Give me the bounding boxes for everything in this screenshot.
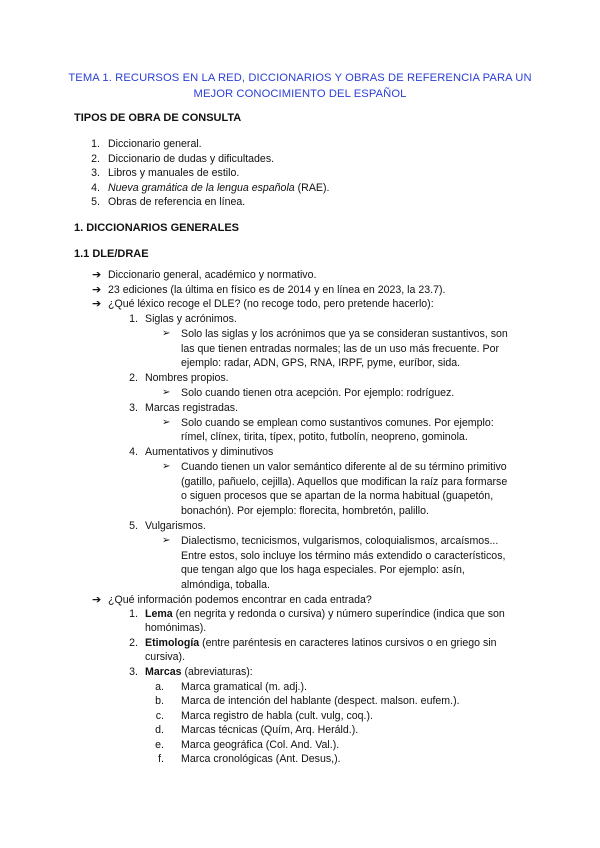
list-item: Diccionario general. [108,138,202,150]
book-title: Nueva gramática de la lengua española [108,182,295,194]
title-line: TEMA 1. RECURSOS EN LA RED, DICCIONARIOS Y OBRAS DE REFERENCIA PARA UN [68,72,532,84]
list-number: 2. [129,372,138,384]
list-number: 1. [91,138,100,150]
title-line: MEJOR CONOCIMIENTO DEL ESPAÑOL [193,88,407,100]
list-item: Marca de intención del hablante (despect. malson. eufem.). [181,695,460,707]
list-item: Marca cronológicas (Ant. Desus,). [181,753,341,765]
list-number: 3. [129,402,138,414]
sub-text-line: Solo cuando tienen otra acepción. Por ejemplo: rodríguez. [181,387,455,399]
arrow-bullet-icon: ➔ [92,284,102,296]
sub-text-line: almóndiga, toballa. [181,579,270,591]
term-bold: Etimología [145,637,200,649]
sub-text-line: o siguen procesos que se apartan de la norma habitual (guapetón, [181,490,494,502]
document-title [60,70,540,102]
sub-text-line: (gatillo, pañuelo, cejilla). Aquellos que modifican la raíz para formarse [181,476,508,488]
term-bold: Lema [145,608,173,620]
list-letter: a. [155,681,164,693]
sub-text-line: bonachón). Por ejemplo: florecita, hombretón, palillo. [181,505,429,517]
arrowhead-bullet-icon: ➢ [162,328,171,339]
list-item: Marca geográfica (Col. And. Val.). [181,739,340,751]
list-number: 5. [129,520,138,532]
list-item: Libros y manuales de estilo. [108,167,240,179]
list-item: Marca gramatical (m. adj.). [181,681,307,693]
term-desc: (entre paréntesis en caracteres latinos cursivos o en griego sin [199,637,497,649]
list-item: Obras de referencia en línea. [108,196,246,208]
arrowhead-bullet-icon: ➢ [162,461,171,472]
list-item: Nombres propios. [145,372,229,384]
list-letter: b. [155,695,164,707]
sub-text-line: las que tienen entradas normales; las de un uso más frecuente. Por [181,343,499,355]
arrow-bullet-icon: ➔ [92,594,102,606]
sub-text-line: Entre estos, solo incluye los término más extendido o característicos, [181,550,506,562]
list-item [108,182,329,194]
list-number: 2. [91,153,100,165]
heading-dle: 1.1 DLE/DRAE [74,248,149,260]
term-desc: (en negrita y redonda o cursiva) y número superíndice (indica que son [172,608,505,620]
list-number: 2. [129,637,138,649]
sub-text-line: rímel, clínex, tirita, típex, potito, futbolín, neopreno, gominola. [181,431,468,443]
list-item: Marcas registradas. [145,402,239,414]
list-number: 3. [129,666,138,678]
term-desc: (abreviaturas): [181,666,253,678]
list-item-cont: cursiva). [145,651,186,663]
sub-text-line: Cuando tienen un valor semántico diferente al de su término primitivo [181,461,507,473]
arrowhead-bullet-icon: ➢ [162,535,171,546]
bullet-text: ¿Qué léxico recoge el DLE? (no recoge todo, pero pretende hacerlo): [108,298,434,310]
sub-text-line: Solo cuando se emplean como sustantivos comunes. Por ejemplo: [181,417,494,429]
list-item [145,666,253,678]
sub-text-line: Dialectismo, tecnicismos, vulgarismos, coloquialismos, arcaísmos... [181,535,499,547]
arrow-bullet-icon: ➔ [92,298,102,310]
list-number: 1. [129,313,138,325]
list-letter: e. [155,739,164,751]
list-number: 3. [91,167,100,179]
bullet-text: Diccionario general, académico y normativo. [108,269,317,281]
list-number: 4. [91,182,100,194]
list-item: Siglas y acrónimos. [145,313,237,325]
list-item: Aumentativos y diminutivos [145,446,274,458]
term-bold: Marcas [145,666,182,678]
list-letter: f. [158,753,164,765]
bullet-text: ¿Qué información podemos encontrar en cada entrada? [108,594,372,606]
sub-text-line: Solo las siglas y los acrónimos que ya se consideran sustantivos, son [181,328,508,340]
list-item [145,637,497,649]
bullet-text: 23 ediciones (la última en físico es de 2014 y en línea en 2023, la 23.7). [108,284,446,296]
list-item: Vulgarismos. [145,520,206,532]
list-item-text: (RAE). [294,182,330,194]
list-item: Marcas técnicas (Quím, Arq. Heráld.). [181,724,359,736]
list-letter: c. [155,710,164,722]
list-item: Marca registro de habla (cult. vulg, coq.). [181,710,373,722]
list-item [145,608,505,620]
list-item-cont: homónimas). [145,622,207,634]
sub-text-line: que tengan algo que los haga especiales. Por ejemplo: asín, [181,564,465,576]
list-number: 4. [129,446,138,458]
list-letter: d. [155,724,164,736]
list-item: Diccionario de dudas y dificultades. [108,153,275,165]
list-number: 1. [129,608,138,620]
sub-text-line: ejemplo: radar, ADN, GPS, RNA, IRPF, pyme, euríbor, sida. [181,357,461,369]
arrowhead-bullet-icon: ➢ [162,387,171,398]
arrowhead-bullet-icon: ➢ [162,417,171,428]
heading-diccionarios: 1. DICCIONARIOS GENERALES [74,222,240,234]
arrow-bullet-icon: ➔ [92,269,102,281]
heading-tipos: TIPOS DE OBRA DE CONSULTA [74,112,242,124]
list-number: 5. [91,196,100,208]
